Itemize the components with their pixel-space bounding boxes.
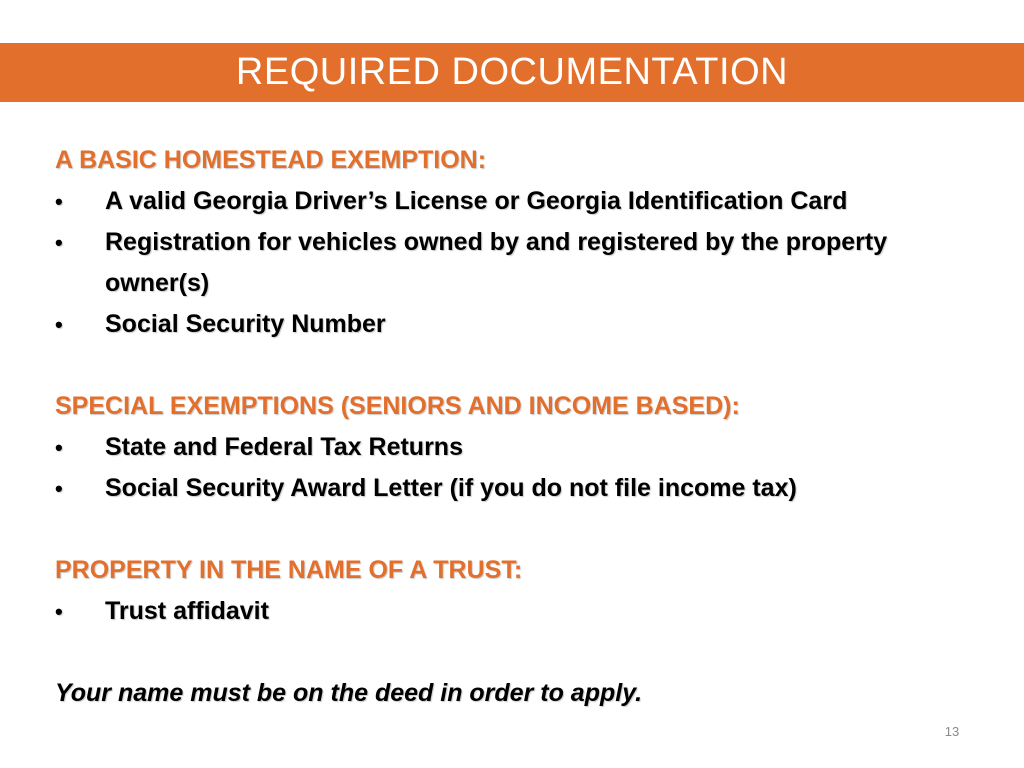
list-item-text: Social Security Number [105, 310, 386, 338]
list-item [55, 427, 995, 468]
bullet-icon: • [55, 189, 63, 214]
content-area [55, 140, 995, 714]
deed-note: Your name must be on the deed in order to apply. [55, 679, 643, 707]
list-item-text: Trust affidavit [105, 597, 269, 625]
list-item [55, 222, 995, 304]
bullet-icon: • [55, 312, 63, 337]
section-heading-special-exemptions: SPECIAL EXEMPTIONS (SENIORS AND INCOME BASED): [55, 392, 740, 420]
page-number: 13 [944, 724, 960, 739]
title-bar [0, 43, 1024, 102]
list-item [55, 304, 995, 345]
list-item-text: State and Federal Tax Returns [105, 433, 463, 461]
list-item-text: A valid Georgia Driver’s License or Georgia Identification Card [105, 187, 848, 215]
slide-title: REQUIRED DOCUMENTATION [235, 51, 789, 93]
section-heading-basic-homestead: A BASIC HOMESTEAD EXEMPTION: [55, 146, 487, 174]
section-heading-trust-property: PROPERTY IN THE NAME OF A TRUST: [55, 556, 523, 584]
spacer [55, 509, 995, 550]
bullet-icon: • [55, 599, 63, 624]
list-item [55, 468, 995, 509]
spacer [55, 632, 995, 673]
bullet-icon: • [55, 435, 63, 460]
list-item-text: Social Security Award Letter (if you do not file income tax) [105, 474, 797, 502]
list-item [55, 591, 995, 632]
bullet-icon: • [55, 476, 63, 501]
list-item [55, 181, 995, 222]
bullet-icon: • [55, 230, 63, 255]
spacer [55, 345, 995, 386]
list-item-text: Registration for vehicles owned by and registered by the property owner(s) [105, 228, 888, 297]
